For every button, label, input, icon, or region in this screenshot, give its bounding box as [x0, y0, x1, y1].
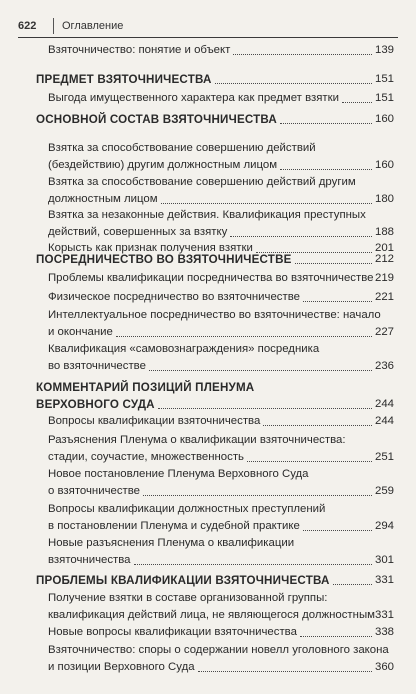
page-ref: 360 [374, 661, 394, 673]
section-title: ПОСРЕДНИЧЕСТВО ВО ВЗЯТОЧНИЧЕСТВЕ [36, 253, 292, 266]
dot-leader [116, 335, 372, 337]
page-ref: 151 [374, 73, 394, 85]
dot-leader [230, 235, 372, 237]
dot-leader [303, 300, 372, 302]
entry-title: Квалификация «самовознаграждения» посредника [48, 343, 320, 355]
entry-title: во взяточничестве [48, 360, 146, 372]
page-ref: 301 [374, 554, 394, 566]
entry-title: Получение взятки в составе организованной группы: [48, 592, 328, 604]
page-number: 622 [18, 20, 37, 32]
page-ref: 227 [374, 326, 394, 338]
dot-leader [303, 529, 372, 531]
page-ref: 331 [374, 574, 394, 586]
page-ref: 236 [374, 360, 394, 372]
entry-title: Взятка за способствование совершению действий [48, 142, 316, 154]
entry-title: Новые вопросы квалификации взяточничества [48, 626, 297, 638]
dot-leader [233, 53, 372, 55]
page-ref: 294 [374, 520, 394, 532]
entry-title: Вопросы квалификации взяточничества [48, 415, 261, 427]
dot-leader [149, 369, 372, 371]
entry-title: Новое постановление Пленума Верховного Суда [48, 468, 309, 480]
entry-title: Корысть как признак получения взятки [48, 242, 253, 254]
dot-leader [300, 635, 372, 637]
page-ref: 244 [374, 415, 394, 427]
page-ref: 151 [374, 92, 394, 104]
entry-title: и позиции Верховного Суда [48, 661, 195, 673]
entry-title: Взятка за незаконные действия. Квалификация преступных [48, 209, 366, 221]
entry-title: взяточничества [48, 554, 131, 566]
entry-title: Взяточничество: понятие и объект [48, 44, 231, 56]
page-ref: 180 [374, 193, 394, 205]
entry-title: стадии, соучастие, множественность [48, 451, 244, 463]
entry-title: Вопросы квалификации должностных преступлений [48, 503, 326, 515]
dot-leader [134, 563, 372, 565]
dot-leader [161, 202, 372, 204]
page-ref: 219 [374, 272, 394, 284]
dot-leader [280, 122, 372, 124]
page-ref: 221 [374, 291, 394, 303]
dot-leader [333, 583, 372, 585]
page-ref: 251 [374, 451, 394, 463]
running-title: Оглавление [62, 20, 124, 32]
page-ref: 188 [374, 226, 394, 238]
page-ref: 331 [374, 609, 394, 621]
entry-title: Взяточничество: споры о содержании новелл уголовного закона [48, 644, 389, 656]
page-ref: 338 [374, 626, 394, 638]
entry-title: Выгода имущественного характера как предмет взятки [48, 92, 339, 104]
dot-leader [158, 407, 372, 409]
page-ref: 160 [374, 159, 394, 171]
dot-leader [342, 101, 372, 103]
entry-title: действий, совершенных за взятку [48, 226, 228, 238]
entry-title: Новые разъяснения Пленума о квалификации [48, 537, 295, 549]
dot-leader [143, 494, 372, 496]
entry-title: и окончание [48, 326, 113, 338]
dot-leader [198, 670, 372, 672]
entry-title: Физическое посредничество во взяточничестве [48, 291, 300, 303]
section-title: ПРЕДМЕТ ВЗЯТОЧНИЧЕСТВА [36, 73, 212, 86]
entry-title: о взяточничестве [48, 485, 141, 497]
page-ref: 201 [374, 242, 394, 254]
entry-title: Взятка за способствование совершению действий другим [48, 176, 356, 188]
dot-leader [263, 424, 372, 426]
dot-leader [295, 262, 372, 264]
page-ref: 244 [374, 398, 394, 410]
section-title: ПРОБЛЕМЫ КВАЛИФИКАЦИИ ВЗЯТОЧНИЧЕСТВА [36, 574, 330, 587]
entry-title: Проблемы квалификации посредничества во взяточничестве [48, 272, 374, 284]
section-title: КОММЕНТАРИЙ ПОЗИЦИЙ ПЛЕНУМА [36, 381, 255, 394]
dot-leader [280, 168, 372, 170]
section-title: ВЕРХОВНОГО СУДА [36, 398, 155, 411]
section-title: ОСНОВНОЙ СОСТАВ ВЗЯТОЧНИЧЕСТВА [36, 113, 278, 126]
page-ref: 139 [374, 44, 394, 56]
entry-title: должностным лицом [48, 193, 158, 205]
page-ref: 160 [374, 113, 394, 125]
entry-title: в постановлении Пленума и судебной практике [48, 520, 300, 532]
entry-title: (бездействию) другим должностным лицом [48, 159, 278, 171]
entry-title: Разъяснения Пленума о квалификации взяточничества: [48, 434, 346, 446]
entry-title: Интеллектуальное посредничество во взяточничестве: начало [48, 309, 381, 321]
dot-leader [215, 82, 372, 84]
page-ref: 212 [374, 253, 394, 265]
entry-title: квалификация действий лица, не являющегося должностным [48, 609, 375, 621]
dot-leader [247, 460, 372, 462]
page-ref: 259 [374, 485, 394, 497]
